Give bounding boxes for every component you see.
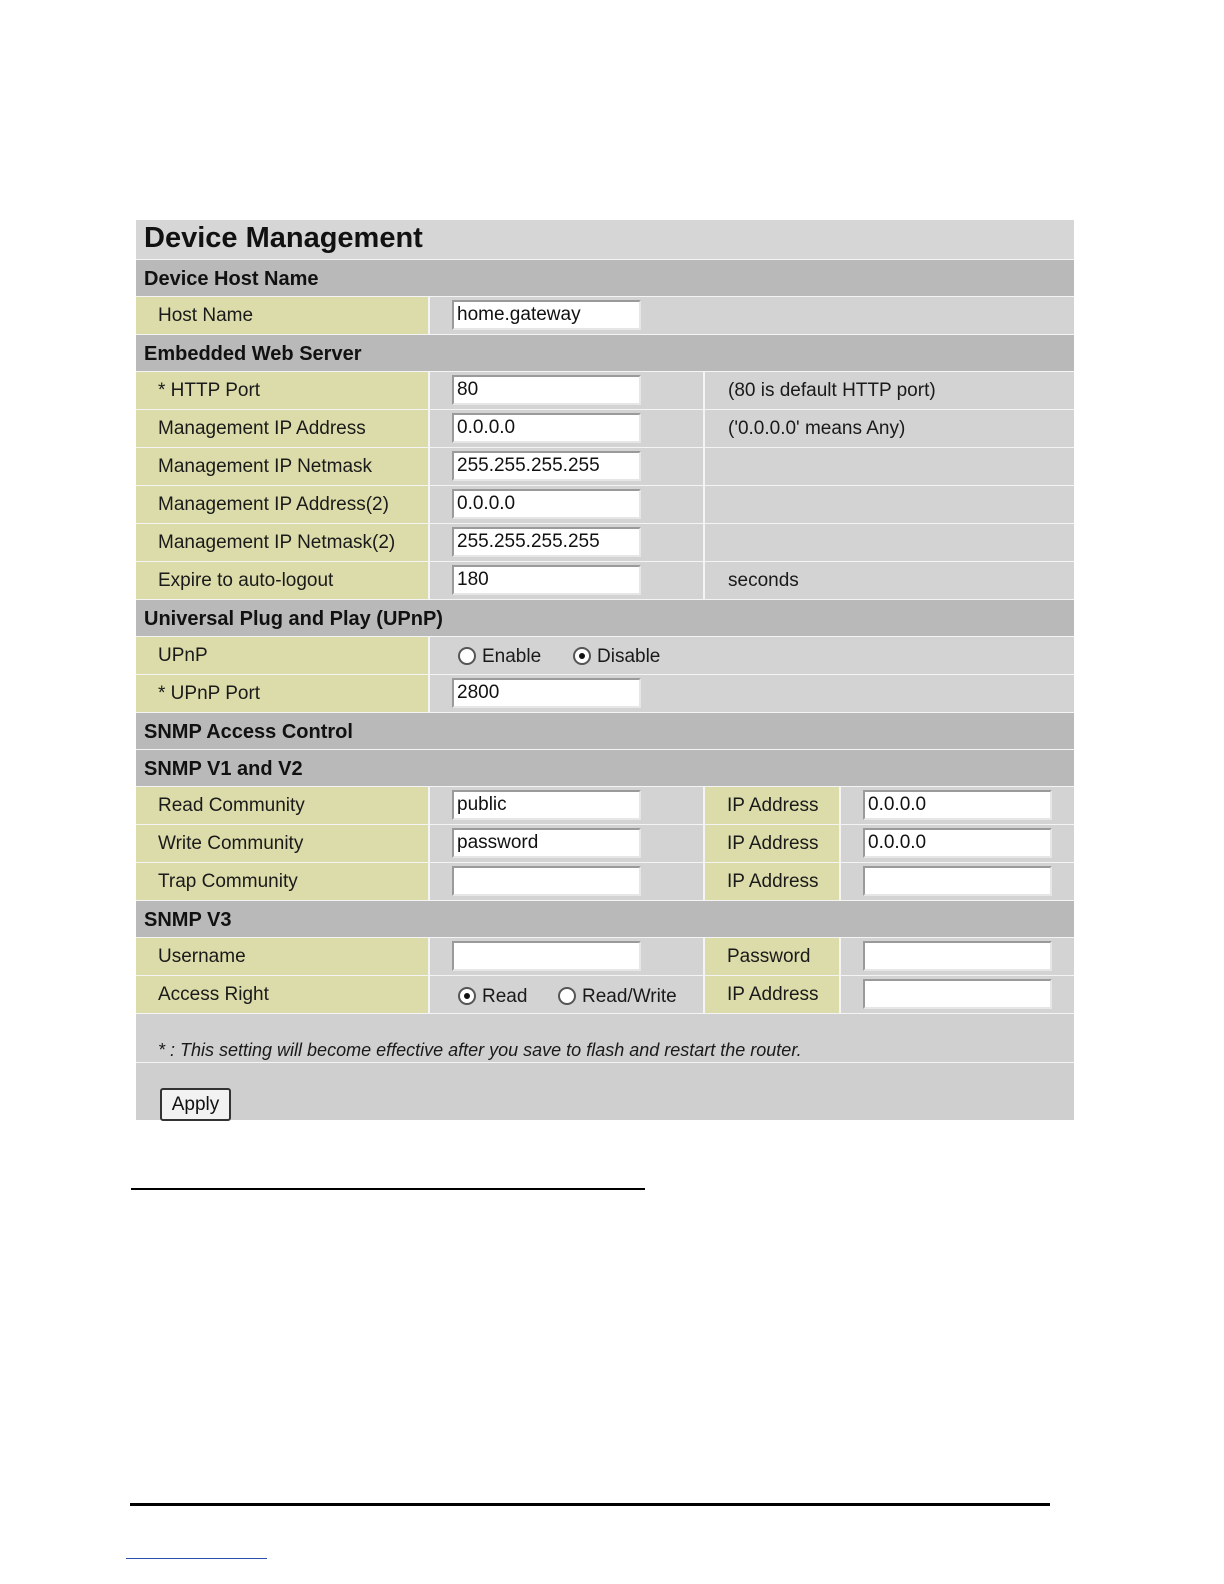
section-title: Universal Plug and Play (UPnP): [144, 608, 443, 630]
v3-username-row: [136, 937, 1074, 975]
section-upnp: [136, 599, 1074, 636]
divider: [428, 938, 430, 975]
section-snmp-access-control: [136, 712, 1074, 749]
section-title: Embedded Web Server: [144, 343, 362, 365]
write-community-label: Write Community: [158, 833, 304, 854]
divider: [428, 787, 430, 824]
access-readwrite-label[interactable]: Read/Write: [582, 986, 677, 1007]
password-input[interactable]: [863, 941, 1052, 971]
http-port-note: (80 is default HTTP port): [728, 380, 936, 401]
divider: [428, 825, 430, 862]
username-input[interactable]: [452, 941, 641, 971]
divider: [428, 976, 430, 1013]
apply-row: [136, 1062, 1074, 1120]
access-right-label: Access Right: [158, 984, 269, 1005]
horizontal-rule: [131, 1188, 645, 1190]
mgmt-ip-row: [136, 409, 1074, 447]
read-community-label-cell: [136, 787, 428, 824]
trap-ip-label: IP Address: [727, 871, 819, 892]
mgmt-netmask2-label-cell: [136, 524, 428, 561]
mgmt-netmask2-input[interactable]: 255.255.255.255: [452, 527, 641, 557]
divider: [839, 938, 841, 975]
read-community-input[interactable]: public: [452, 790, 641, 820]
trap-community-label: Trap Community: [158, 871, 298, 892]
divider: [428, 637, 430, 674]
upnp-port-label-cell: [136, 675, 428, 712]
access-readwrite-radio[interactable]: [558, 987, 576, 1005]
password-label: Password: [727, 946, 811, 967]
divider: [428, 448, 430, 485]
mgmt-ip2-row: [136, 485, 1074, 523]
mgmt-netmask2-row: [136, 523, 1074, 561]
upnp-port-label: * UPnP Port: [158, 683, 261, 704]
divider: [428, 524, 430, 561]
section-title: SNMP V1 and V2: [144, 758, 303, 780]
link-underline: [126, 1558, 267, 1559]
host-name-label: Host Name: [158, 305, 254, 326]
section-embedded-web-server: [136, 334, 1074, 371]
mgmt-ip-label-cell: [136, 410, 428, 447]
divider: [428, 675, 430, 712]
http-port-input[interactable]: 80: [452, 375, 641, 405]
divider: [703, 562, 705, 599]
write-community-label-cell: [136, 825, 428, 862]
divider: [839, 825, 841, 862]
expire-logout-label: Expire to auto-logout: [158, 570, 334, 591]
trap-community-input[interactable]: [452, 866, 641, 896]
mgmt-ip2-label-cell: [136, 486, 428, 523]
section-title: Device Host Name: [144, 268, 319, 290]
upnp-label: UPnP: [158, 645, 208, 666]
divider: [839, 787, 841, 824]
mgmt-netmask-label: Management IP Netmask: [158, 456, 373, 477]
divider: [703, 486, 705, 523]
section-device-host-name: [136, 259, 1074, 296]
password-label-cell: [705, 938, 839, 975]
divider: [839, 863, 841, 900]
write-ip-label: IP Address: [727, 833, 819, 854]
host-name-label-cell: [136, 297, 428, 334]
trap-ip-label-cell: [705, 863, 839, 900]
read-ip-label-cell: [705, 787, 839, 824]
upnp-label-cell: [136, 637, 428, 674]
host-name-input[interactable]: home.gateway: [452, 300, 641, 330]
divider: [703, 524, 705, 561]
divider: [428, 486, 430, 523]
v3-ip-input[interactable]: [863, 979, 1052, 1009]
divider: [428, 863, 430, 900]
divider: [428, 372, 430, 409]
expire-logout-input[interactable]: 180: [452, 565, 641, 595]
section-title: SNMP Access Control: [144, 721, 353, 743]
mgmt-netmask-label-cell: [136, 448, 428, 485]
section-snmp-v1-v2: [136, 749, 1074, 786]
http-port-row: [136, 371, 1074, 409]
page-title: Device Management: [144, 222, 423, 254]
expire-logout-row: [136, 561, 1074, 599]
device-management-panel: [136, 220, 1074, 1120]
upnp-port-row: [136, 674, 1074, 712]
footer-rule: [130, 1503, 1050, 1506]
mgmt-ip-input[interactable]: 0.0.0.0: [452, 413, 641, 443]
upnp-enable-radio[interactable]: [458, 647, 476, 665]
mgmt-netmask-row: [136, 447, 1074, 485]
upnp-port-input[interactable]: 2800: [452, 678, 641, 708]
upnp-disable-label[interactable]: Disable: [597, 646, 661, 667]
read-community-label: Read Community: [158, 795, 305, 816]
footnote-row: [136, 1013, 1074, 1065]
mgmt-netmask-input[interactable]: 255.255.255.255: [452, 451, 641, 481]
write-ip-input[interactable]: 0.0.0.0: [863, 828, 1052, 858]
divider: [428, 562, 430, 599]
upnp-enable-label[interactable]: Enable: [482, 646, 542, 667]
http-port-label: * HTTP Port: [158, 380, 261, 401]
write-community-input[interactable]: password: [452, 828, 641, 858]
v3-access-right-row: [136, 975, 1074, 1013]
expire-logout-unit: seconds: [728, 570, 799, 591]
access-right-label-cell: [136, 976, 428, 1013]
mgmt-ip-label: Management IP Address: [158, 418, 366, 439]
divider: [428, 297, 430, 334]
mgmt-ip-note: ('0.0.0.0' means Any): [728, 418, 906, 439]
divider: [703, 410, 705, 447]
trap-community-row: [136, 862, 1074, 900]
divider: [428, 410, 430, 447]
section-title: SNMP V3: [144, 909, 232, 931]
mgmt-ip2-label: Management IP Address(2): [158, 494, 389, 515]
footnote-text: * : This setting will become effective after you save to flash and restart the router.: [158, 1040, 802, 1060]
trap-community-label-cell: [136, 863, 428, 900]
read-ip-label: IP Address: [727, 795, 819, 816]
section-snmp-v3: [136, 900, 1074, 937]
write-ip-label-cell: [705, 825, 839, 862]
divider: [703, 448, 705, 485]
read-community-row: [136, 786, 1074, 824]
http-port-label-cell: [136, 372, 428, 409]
upnp-disable-radio[interactable]: [573, 647, 591, 665]
access-read-label[interactable]: Read: [482, 986, 528, 1007]
v3-ip-label-cell: [705, 976, 839, 1013]
apply-button[interactable]: Apply: [160, 1088, 231, 1121]
host-name-row: [136, 296, 1074, 334]
username-label: Username: [158, 946, 246, 967]
expire-logout-label-cell: [136, 562, 428, 599]
mgmt-ip2-input[interactable]: 0.0.0.0: [452, 489, 641, 519]
access-read-radio[interactable]: [458, 987, 476, 1005]
page-title-bar: [136, 220, 1074, 259]
divider: [703, 372, 705, 409]
trap-ip-input[interactable]: [863, 866, 1052, 896]
write-community-row: [136, 824, 1074, 862]
upnp-row: [136, 636, 1074, 674]
v3-ip-label: IP Address: [727, 984, 819, 1005]
mgmt-netmask2-label: Management IP Netmask(2): [158, 532, 396, 553]
read-ip-input[interactable]: 0.0.0.0: [863, 790, 1052, 820]
username-label-cell: [136, 938, 428, 975]
divider: [839, 976, 841, 1013]
